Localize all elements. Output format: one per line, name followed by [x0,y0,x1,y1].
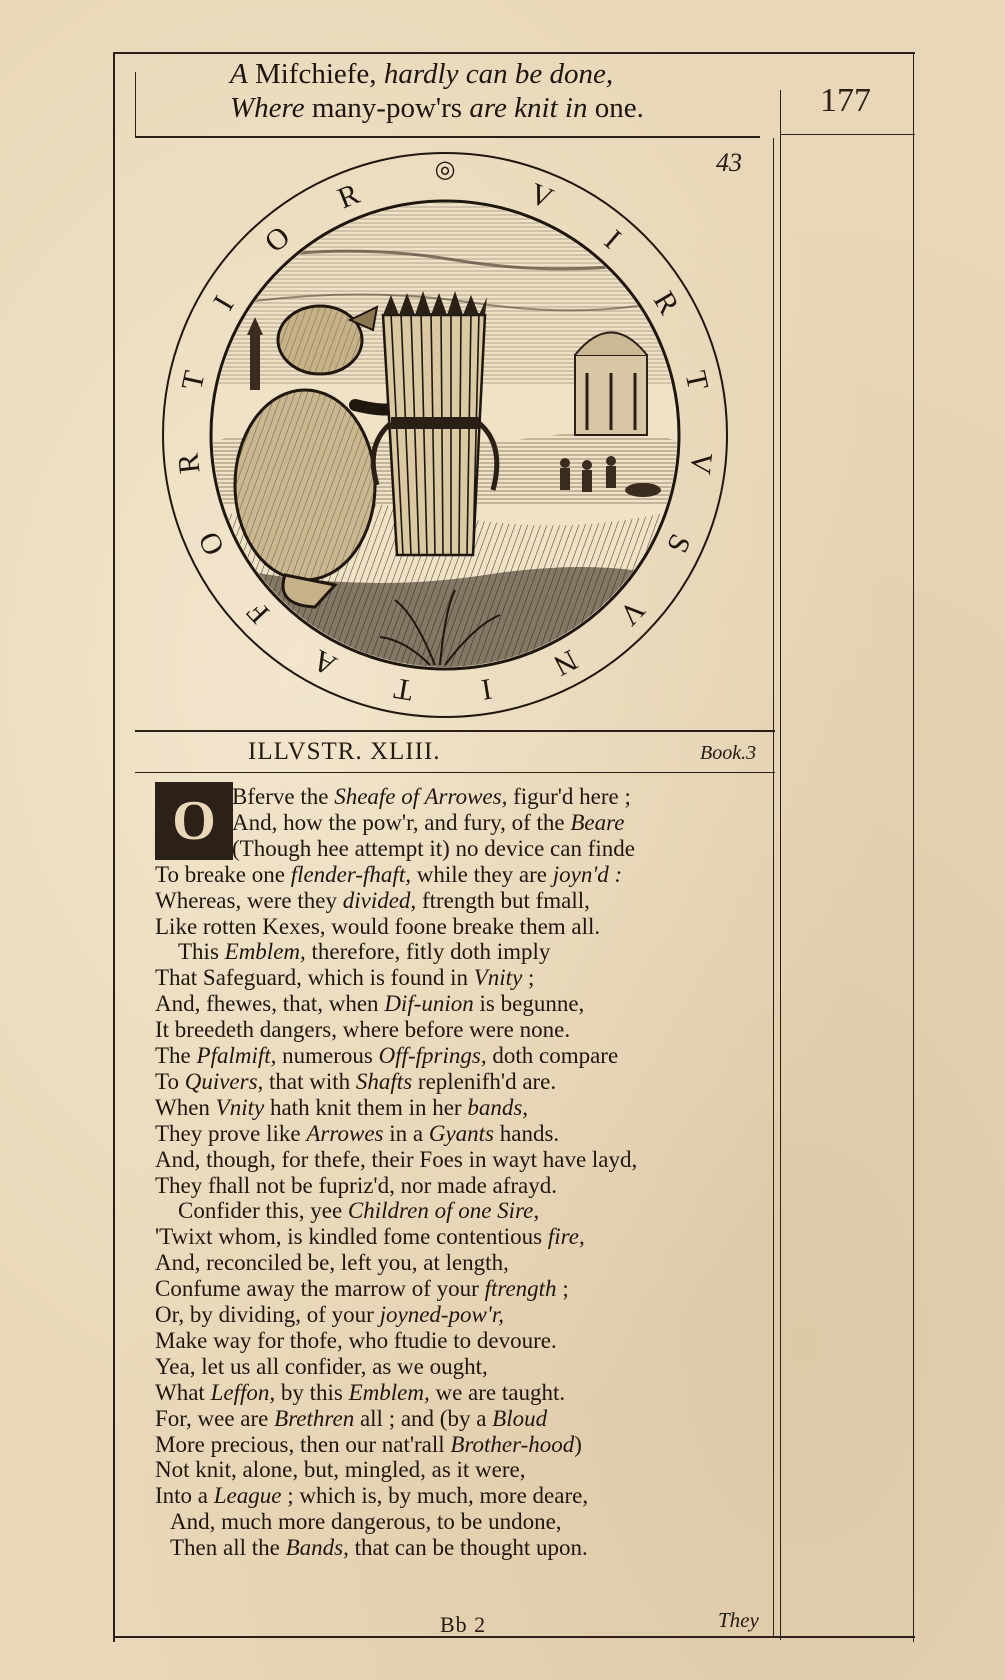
poem-italic-text: joyn'd : [552,861,623,887]
poem-line [170,1535,588,1561]
poem-text: They fhall not be fupriz'd, nor made afrayd. [155,1172,558,1198]
poem-line [155,1328,557,1354]
motto-line-2-c: are knit in [469,92,588,124]
poem-text: ; [556,1276,569,1302]
poem-italic-text: Brethren [274,1405,355,1431]
signature-mark: Bb 2 [440,1612,487,1637]
poem-line [155,1147,637,1173]
poem-text: Confider this, yee [178,1198,348,1224]
poem-text: And, though, for thefe, their Foes in wayt have layd, [155,1146,638,1172]
motto-line-1-c: hardly can be done, [376,58,614,90]
poem-text: hath knit them in her [264,1094,468,1120]
poem-italic-text: Bands, [285,1535,349,1561]
poem-text: That Safeguard, which is found in [155,965,474,991]
poem-italic-text: Bloud [492,1405,548,1431]
poem-text: Yea, let us all confider, as we ought, [155,1353,488,1379]
poem-text: (Though hee attempt it) no device can finde [232,835,635,861]
poem-text: For, wee are [155,1405,275,1431]
poem-italic-text: Off-fprings, [378,1043,487,1068]
poem-text: therefore, fitly doth imply [305,939,551,965]
motto-line-2-a: Where [230,92,305,124]
poem-text: replenifh'd are. [412,1068,557,1094]
poem-text: Then all the [170,1535,286,1561]
poem-text: numerous [276,1043,379,1068]
poem-text: Not knit, alone, but, mingled, as it were, [155,1457,526,1483]
poem-line [155,914,600,940]
poem-line [155,1406,547,1432]
poem-line [155,1276,569,1302]
poem-line [178,1198,539,1224]
poem-text: It breedeth dangers, where before were none. [155,1017,571,1043]
poem-line [155,1069,556,1095]
poem-text: To [155,1068,185,1094]
poem-line [155,1380,565,1406]
poem-italic-text: joyned-pow'r, [379,1302,504,1327]
poem-text: 'Twixt whom, is kindled fome contentious [155,1224,548,1250]
poem-line [155,1224,585,1250]
poem-text: Into a [155,1483,214,1509]
ring-letter: V [612,593,652,632]
poem-text: Like rotten Kexes, would foone breake them all. [155,913,601,939]
poem-line [155,1095,528,1121]
poem-italic-text: Vnity [473,965,523,991]
poem-line [155,1121,559,1147]
poem-italic-text: Vnity [215,1094,265,1120]
poem-text: ; [522,965,535,991]
poem-line [178,939,550,965]
poem-line [155,1043,618,1069]
ring-letter: A [307,642,342,683]
poem-text: And, reconciled be, left you, at length, [155,1250,509,1276]
ring-letter: I [479,672,495,707]
page-number: 177 [820,82,871,119]
poem-italic-text: ftrength [484,1276,557,1302]
poem-italic-text: Emblem, [348,1379,430,1405]
drop-cap-letter: O [172,790,216,852]
catchword: They [718,1608,759,1632]
poem-italic-text: Arrowes [306,1120,384,1146]
poem-line [232,836,635,862]
motto-line-2-d: one. [587,92,644,124]
poem-line [232,810,624,836]
poem-line [232,784,631,810]
poem-italic-text: Emblem, [224,939,306,965]
poem-line [155,1017,570,1043]
ring-letter: R [171,451,207,476]
poem-line [155,1173,557,1199]
ring-letter: T [678,367,715,393]
poem-text: Or, by dividing, of your [155,1302,380,1327]
poem-text: hands. [494,1120,560,1146]
ring-letter: R [333,177,365,216]
poem-text: And, much more dangerous, to be undone, [170,1509,562,1535]
poem-line [155,1457,525,1483]
poem-italic-text: Gyants [428,1120,495,1146]
poem-text: Confume away the marrow of your [155,1276,485,1302]
poem-text: This [178,939,225,965]
ring-letter: T [175,367,212,393]
poem-text: And, fhewes, that, when [155,991,385,1017]
poem-line [155,965,534,991]
poem-text: What [155,1379,211,1405]
poem-italic-text: Brother-hood [450,1431,575,1457]
ring-center-mark: ◎ [434,155,456,183]
poem-italic-text: League [213,1483,282,1509]
poem-text: ; which is, by much, more deare, [281,1483,589,1509]
poem-text: that can be thought upon. [348,1535,588,1561]
ring-letter: I [598,223,628,256]
poem-italic-text: fire, [547,1224,585,1250]
poem-text: all ; and (by a [354,1405,493,1431]
poem-italic-text: flender-fhaft, [290,861,411,887]
poem-text: Make way for thofe, who ftudie to devoure. [155,1327,557,1353]
poem-italic-text: Dif-union [384,991,474,1017]
poem-line [155,1250,509,1276]
ring-letter: O [258,219,297,260]
poem-italic-text: Beare [570,809,625,835]
poem-italic-text: Pfalmift, [196,1043,277,1068]
poem-text: They prove like [155,1120,307,1146]
plate-number: 43 [716,148,742,177]
poem-text: To breake one [155,861,291,887]
ring-letter: T [391,671,416,707]
ring-letter: V [525,176,558,216]
poem-text: When [155,1094,216,1120]
poem-line [170,1509,562,1535]
poem-text: while they are [410,861,553,887]
poem-text: Whereas, were they [155,887,343,913]
poem-italic-text: Shafts [355,1068,413,1094]
poem-text: figur'd here ; [507,784,631,809]
poem-line [155,888,590,914]
poem-italic-text: bands, [467,1094,529,1120]
poem-italic-text: Sheafe of Arrowes, [334,784,508,809]
poem-line [155,991,584,1017]
poem-text: we are taught. [429,1379,566,1405]
poem-text: in a [383,1120,429,1146]
poem-text: by this [275,1379,349,1405]
book-reference: Book.3 [700,742,757,764]
poem-text: More precious, then our nat'rall [155,1431,451,1457]
poem-text: And, how the pow'r, and fury, of the [232,809,571,835]
poem-text: ftrength but fmall, [416,887,590,913]
poem-line [155,1302,504,1328]
motto-line-1-a: A [230,58,248,90]
poem-line [155,1483,588,1509]
poem-italic-text: Quivers, [184,1068,264,1094]
poem-text: Bferve the [232,784,335,809]
poem-italic-text: Children of one Sire, [347,1198,540,1224]
ring-letter: S [659,529,697,559]
poem-line [155,1432,582,1458]
ring-letter: O [192,526,232,561]
ring-letter: F [240,594,276,630]
ring-letter: N [548,642,583,683]
poem-italic-text: divided, [342,887,417,913]
ring-letter: V [683,450,719,477]
poem-text: ) [574,1431,582,1457]
motto-line-2-b: many-pow'rs [304,92,470,124]
poem-text: doth compare [486,1043,619,1068]
illustration-title: ILLVSTR. XLIII. [248,738,441,765]
motto-line-1-b: Mifchiefe, [247,58,377,90]
poem-text: that with [263,1068,356,1094]
poem-line [155,1354,488,1380]
poem-italic-text: Leffon, [210,1379,276,1405]
ring-letter: I [207,290,241,316]
poem-text: is begunne, [473,991,585,1017]
poem-line [155,862,622,888]
poem-text: The [155,1043,197,1068]
ring-letter: R [646,286,686,321]
